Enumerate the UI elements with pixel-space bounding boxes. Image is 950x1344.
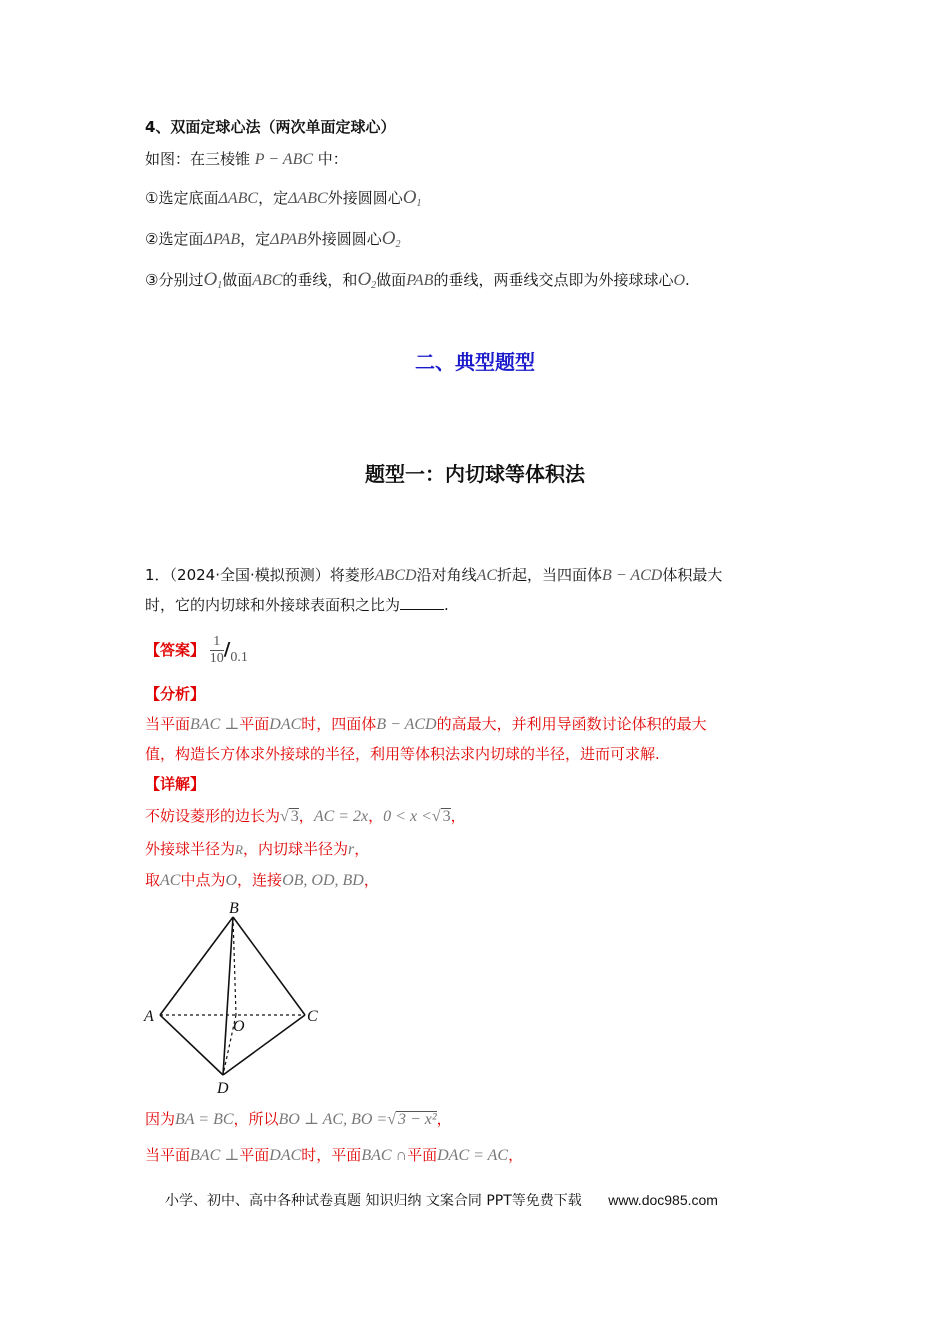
vertex-label-d: D: [217, 1080, 229, 1097]
math-o2: $O_2$: [357, 269, 377, 291]
edge-bc: [233, 917, 305, 1015]
math-pab: PAB: [406, 272, 434, 289]
text: 时，四面体: [301, 715, 377, 733]
method4-step2: [145, 228, 401, 256]
text: 外接圆圆心: [306, 230, 382, 248]
footer: [165, 1190, 718, 1210]
detail-line5: [145, 1144, 523, 1167]
math-bac-perp: BAC ⊥: [190, 1147, 240, 1164]
detail-line1: [145, 805, 466, 828]
math-abcd: ABCD: [374, 567, 417, 584]
math-ac-2x: AC = 2x: [313, 808, 369, 825]
text: 的垂线，和: [282, 271, 358, 289]
text: 外接圆圆心: [327, 189, 403, 207]
math-ac: AC: [476, 567, 498, 584]
math-cap: BAC ∩: [361, 1147, 408, 1164]
detail-line3: [145, 869, 379, 892]
math-dac-ac: DAC = AC: [437, 1147, 509, 1164]
text: ②选定面: [145, 230, 204, 248]
answer-fraction: [210, 634, 224, 667]
math-bac-perp: BAC ⊥: [190, 716, 240, 733]
text: 时，它的内切球和外接球表面积之比为: [145, 596, 401, 614]
math-sqrt3: √ 3: [431, 808, 451, 825]
text: 做面: [376, 271, 407, 289]
analysis-label: 【分析】: [145, 685, 206, 703]
math-dac: DAC: [269, 716, 302, 733]
math-tri-abc: ΔABC: [288, 190, 328, 207]
text: 不妨设菱形的边长为: [145, 807, 281, 825]
math-o1: $O_1$: [203, 269, 223, 291]
text: 中点为: [180, 871, 226, 889]
problem-source: （2024·全国·模拟预测）: [169, 566, 330, 584]
math-bo-perp: BO ⊥ AC, BO =: [278, 1111, 388, 1128]
text: ，: [368, 807, 384, 825]
detail-label: 【详解】: [145, 775, 206, 793]
vertex-label-b: B: [229, 900, 239, 917]
math-ba-bc: BA = BC: [175, 1111, 234, 1128]
text: 当平面: [145, 1146, 191, 1164]
math-tri-abc: ΔABC: [218, 190, 259, 207]
math-tri-pab: ΔPAB: [203, 231, 241, 248]
edge-ba: [160, 917, 233, 1015]
text: 平面: [407, 1146, 438, 1164]
tetrahedron-figure: [140, 895, 330, 1100]
footer-url[interactable]: www.doc985.com: [608, 1192, 718, 1208]
detail-line2: [145, 838, 369, 861]
text: 做面: [222, 271, 253, 289]
answer-separator: /: [223, 639, 231, 660]
fraction-numerator: 1: [210, 634, 224, 651]
method4-step3: [145, 269, 690, 297]
math-o2: $O_2$: [381, 228, 401, 250]
text: ，: [354, 840, 370, 858]
method4-step1: [145, 187, 421, 215]
text: 取: [145, 871, 161, 889]
math-b-acd: B − ACD: [602, 567, 663, 584]
edge-bo-dashed: [233, 917, 236, 1015]
math-o: O: [673, 272, 686, 289]
math-ac: AC: [160, 872, 181, 889]
text: ③分别过: [145, 271, 204, 289]
text: ，连接: [237, 871, 283, 889]
text: ，定: [258, 189, 289, 207]
text: 体积最大: [662, 566, 723, 584]
analysis-line1: [145, 713, 707, 736]
text: 因为: [145, 1110, 176, 1128]
text: ，: [436, 1110, 452, 1128]
text: ，所以: [233, 1110, 279, 1128]
text: .: [444, 596, 449, 614]
math-o: O: [225, 872, 238, 889]
vertex-label-o: O: [233, 1018, 245, 1035]
math-tri-pab: ΔPAB: [270, 231, 307, 248]
text: 的垂线，两垂线交点即为外接球球心: [433, 271, 674, 289]
answer-alt: 0.1: [230, 650, 248, 665]
problem-line1: [145, 564, 722, 587]
detail-line4: [145, 1108, 452, 1131]
math-r-big: R: [235, 842, 243, 857]
math-b-acd: B − ACD: [376, 716, 437, 733]
math-dac: DAC: [269, 1147, 302, 1164]
answer-blank: [400, 595, 444, 610]
text: ，: [450, 807, 466, 825]
text: 折起，当四面体: [497, 566, 603, 584]
text: 如图：在三棱锥: [145, 150, 251, 168]
text: ①选定底面: [145, 189, 219, 207]
text: 外接球半径为: [145, 840, 236, 858]
math-p-abc: P − ABC: [254, 151, 314, 168]
edge-ad: [160, 1015, 223, 1075]
section-title: 二、典型题型: [415, 350, 535, 374]
math-abc: ABC: [252, 272, 283, 289]
fraction-denominator: 10: [209, 651, 224, 666]
vertex-label-a: A: [144, 1008, 154, 1025]
vertex-label-c: C: [307, 1008, 318, 1025]
math-sqrt3: √ 3: [280, 808, 299, 825]
math-o1: $O_1$: [402, 187, 422, 209]
text: ，: [508, 1146, 524, 1164]
footer-text: 小学、初中、高中各种试卷真题 知识归纳 文案合同 PPT等免费下载: [165, 1193, 582, 1209]
text: ，内切球半径为: [242, 840, 348, 858]
text: 的高最大，并利用导函数讨论体积的最大: [436, 715, 707, 733]
type-title: 题型一：内切球等体积法: [365, 462, 585, 486]
text: ，: [298, 807, 314, 825]
text: ，: [363, 871, 379, 889]
answer-line: [145, 632, 248, 676]
text: 当平面: [145, 715, 191, 733]
text: 时，平面: [301, 1146, 362, 1164]
method4-intro: [145, 148, 348, 171]
text: ，定: [240, 230, 271, 248]
text: 平面: [239, 1146, 270, 1164]
math-ob-od-bd: OB, OD, BD: [282, 872, 364, 889]
answer-label: 【答案】: [145, 641, 206, 659]
math-sqrt-3-x2: √ 3 − x²: [387, 1111, 437, 1128]
math-ineq: 0 < x <: [383, 808, 432, 825]
text: 将菱形: [329, 566, 375, 584]
method4-heading: 4、双面定球心法（两次单面定球心）: [145, 118, 396, 136]
text: 中：: [317, 150, 348, 168]
text: 沿对角线: [416, 566, 477, 584]
problem-number: 1．: [145, 566, 170, 584]
text: 平面: [239, 715, 270, 733]
problem-line2: [145, 594, 449, 616]
text: .: [685, 271, 690, 289]
math-r-small: r: [347, 841, 355, 858]
analysis-line2: 值，构造长方体求外接球的半径，利用等体积法求内切球的半径，进而可求解.: [145, 745, 660, 763]
